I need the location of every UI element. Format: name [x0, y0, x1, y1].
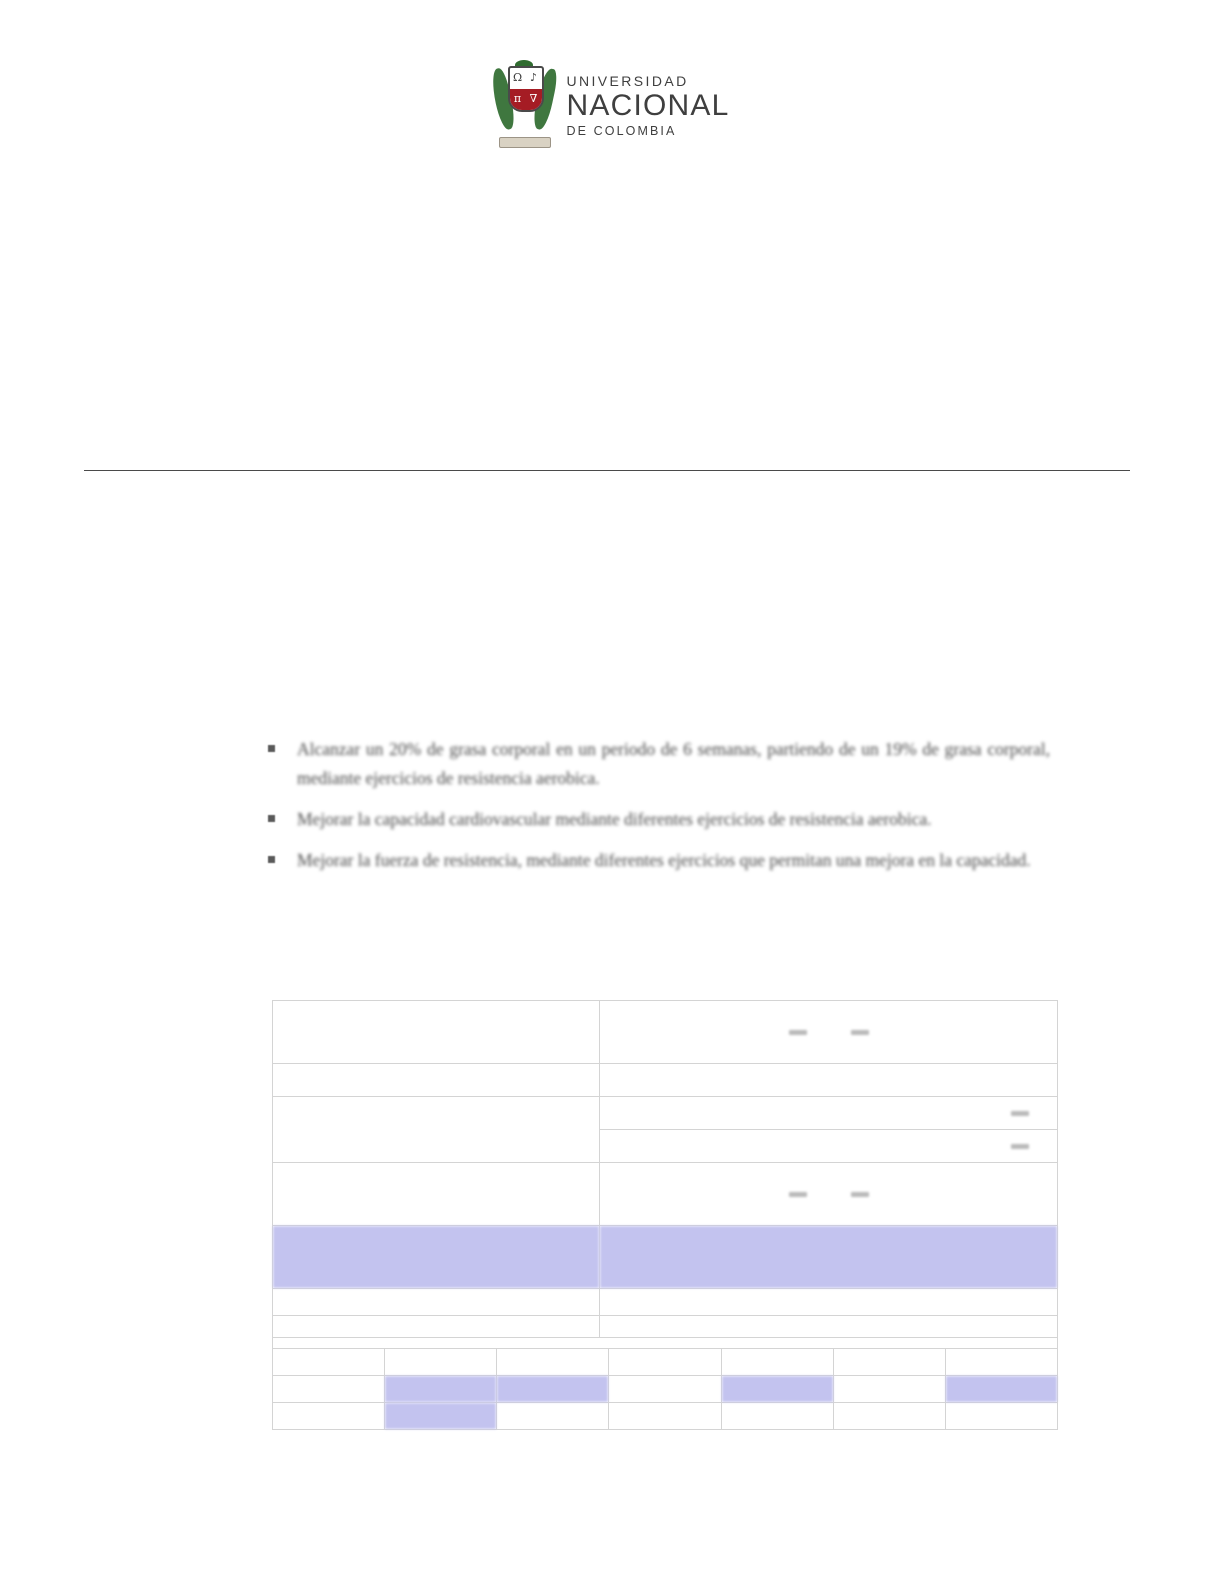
list-item: [268, 805, 1050, 834]
table-cell: [600, 1097, 1058, 1130]
table-cell-highlighted: [721, 1376, 833, 1403]
table-cell: [721, 1349, 833, 1376]
table-row: [273, 1349, 1058, 1376]
objective-text: Mejorar la capacidad cardiovascular mediante diferentes ejercicios de resistencia aerobica.: [297, 809, 932, 829]
table-cell: [497, 1349, 609, 1376]
table-cell: [273, 1064, 600, 1097]
table-cell: [833, 1376, 945, 1403]
schedule-table: [272, 1315, 1058, 1430]
objectives-list: [268, 735, 1050, 887]
table-cell: [721, 1403, 833, 1430]
table-cell: [273, 1349, 385, 1376]
cell-mark: [789, 1192, 807, 1197]
bullet-square-icon: [268, 745, 275, 752]
crest-quadrant-4: ∇: [526, 89, 542, 110]
crest-ribbon-icon: [499, 137, 551, 148]
table-header-row: [273, 1316, 1058, 1349]
table-cell: [600, 1001, 1058, 1064]
cell-mark: [1011, 1111, 1029, 1116]
document-header: [0, 60, 1224, 152]
table-cell: [833, 1403, 945, 1430]
table-cell: [273, 1097, 600, 1163]
university-logo: [495, 60, 730, 152]
cell-mark: [1011, 1144, 1029, 1149]
table-row: [273, 1403, 1058, 1430]
table-cell: [945, 1349, 1057, 1376]
crest-quadrant-2: ♪: [529, 71, 538, 84]
table-row: [273, 1376, 1058, 1403]
table-row-highlighted: [273, 1226, 1058, 1289]
plan-table: [272, 1000, 1058, 1338]
table-cell-highlighted: [945, 1376, 1057, 1403]
cell-mark: [789, 1030, 807, 1035]
wordmark-line-universidad: UNIVERSIDAD: [566, 73, 689, 90]
table-row: [273, 1064, 1058, 1097]
crest-quadrant-1: Ω: [512, 71, 523, 84]
table-row: [273, 1001, 1058, 1064]
table-cell-highlighted: [497, 1376, 609, 1403]
objective-text: Mejorar la fuerza de resistencia, mediante diferentes ejercicios que permitan una mejora en la capacidad.: [297, 850, 1031, 870]
table-cell-highlighted: [385, 1403, 497, 1430]
crest-quadrant-3: π: [510, 89, 526, 110]
table-cell: [273, 1001, 600, 1064]
objective-text: Alcanzar un 20% de grasa corporal en un periodo de 6 semanas, partiendo de un 19% de grasa corporal, mediante ejercicios de resistencia aerobica.: [297, 739, 1050, 788]
table-cell: [609, 1403, 721, 1430]
table-cell: [273, 1163, 600, 1226]
list-item: [268, 846, 1050, 875]
table-header-cell: [273, 1316, 1058, 1349]
university-crest-icon: [495, 60, 553, 152]
table-cell: [273, 1403, 385, 1430]
bullet-square-icon: [268, 856, 275, 863]
bullet-square-icon: [268, 815, 275, 822]
table-cell-highlighted: [385, 1376, 497, 1403]
table-cell: [945, 1403, 1057, 1430]
university-wordmark: [567, 74, 730, 138]
wordmark-line-nacional: NACIONAL: [566, 89, 730, 123]
table-cell: [609, 1349, 721, 1376]
table-cell: [273, 1376, 385, 1403]
list-item: [268, 735, 1050, 793]
wordmark-line-de-colombia: DE COLOMBIA: [566, 124, 677, 139]
crest-shield-icon: [508, 66, 544, 112]
cell-mark: [851, 1192, 869, 1197]
table-cell: [497, 1403, 609, 1430]
table-cell-highlighted: [600, 1226, 1058, 1289]
horizontal-divider: [84, 470, 1130, 471]
table-cell: [833, 1349, 945, 1376]
cell-mark: [851, 1030, 869, 1035]
table-cell: [600, 1064, 1058, 1097]
table-row: [273, 1097, 1058, 1130]
table-cell-highlighted: [273, 1226, 600, 1289]
table-cell: [600, 1163, 1058, 1226]
table-cell: [600, 1130, 1058, 1163]
table-row: [273, 1163, 1058, 1226]
table-cell: [609, 1376, 721, 1403]
table-cell: [385, 1349, 497, 1376]
